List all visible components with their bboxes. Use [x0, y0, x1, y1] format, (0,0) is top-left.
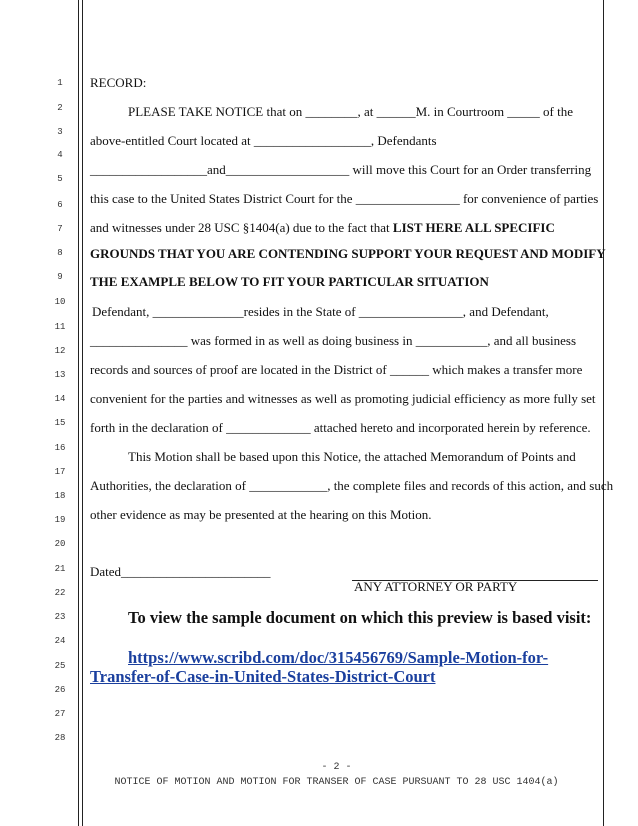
line-number: 9 — [57, 272, 63, 282]
footer-caption: NOTICE OF MOTION AND MOTION FOR TRANSER OF CASE PURSUANT TO 28 USC 1404(a) — [114, 777, 559, 788]
line-number: 10 — [54, 297, 66, 307]
line-number: 20 — [54, 539, 66, 549]
left-margin-rule-outer — [78, 0, 79, 826]
line-number: 3 — [57, 127, 63, 137]
signature-party: ANY ATTORNEY OR PARTY — [354, 579, 518, 594]
line-number: 28 — [54, 733, 66, 743]
body-line: Defendant, ______________resides in the State of ________________, and Defendant, — [92, 304, 549, 319]
line-number: 27 — [54, 709, 66, 719]
body-line-bold — [90, 246, 606, 261]
body-line: _______________ was formed in as well as doing business in ___________, and all business — [90, 333, 577, 348]
left-margin-rule-inner — [82, 0, 83, 826]
body-line: This Motion shall be based upon this Notice, the attached Memorandum of Points and — [128, 449, 576, 464]
preview-link[interactable]: https://www.scribd.com/doc/315456769/Sample-Motion-for- — [128, 648, 549, 667]
preview-notice: To view the sample document on which this preview is based visit: — [128, 608, 592, 627]
body-line-bold — [90, 274, 489, 289]
body-line: forth in the declaration of _____________ attached hereto and incorporated herein by reference. — [90, 420, 591, 435]
body-line: PLEASE TAKE NOTICE that on ________, at ______M. in Courtroom _____ of the — [128, 104, 574, 119]
body-line: RECORD: — [90, 75, 147, 90]
body-line-plain: and witnesses under 28 USC §1404(a) due to the fact that — [90, 220, 393, 235]
line-number: 7 — [57, 224, 63, 234]
body-line — [90, 220, 555, 235]
line-number: 25 — [54, 661, 66, 671]
body-line: __________________and___________________ will move this Court for an Order transferring — [90, 162, 592, 177]
line-number: 17 — [54, 467, 66, 477]
page-number: - 2 - — [321, 762, 352, 773]
right-margin-rule — [603, 0, 604, 826]
dated-line: Dated_______________________ — [90, 564, 271, 579]
line-number: 23 — [54, 612, 66, 622]
line-number: 21 — [54, 564, 66, 574]
line-number: 22 — [54, 588, 66, 598]
preview-link[interactable]: Transfer-of-Case-in-United-States-District-Court — [90, 667, 436, 686]
body-line: convenient for the parties and witnesses as well as promoting judicial efficiency as more fully set — [90, 391, 596, 406]
line-number: 16 — [54, 443, 66, 453]
line-number: 12 — [54, 346, 66, 356]
line-number: 19 — [54, 515, 66, 525]
line-number: 26 — [54, 685, 66, 695]
line-number: 15 — [54, 418, 66, 428]
line-number: 1 — [57, 78, 63, 88]
line-number: 11 — [54, 322, 66, 332]
bold-text: GROUNDS THAT YOU ARE CONTENDING SUPPORT YOUR REQUEST AND MODIFY — [90, 246, 606, 261]
line-number: 4 — [57, 150, 63, 160]
line-number: 2 — [57, 103, 63, 113]
line-number: 6 — [57, 200, 63, 210]
bold-text: THE EXAMPLE BELOW TO FIT YOUR PARTICULAR SITUATION — [90, 274, 489, 289]
line-number: 14 — [54, 394, 66, 404]
line-number: 8 — [57, 248, 63, 258]
line-number: 24 — [54, 636, 66, 646]
body-line: records and sources of proof are located in the District of ______ which makes a transfer more — [90, 362, 583, 377]
line-number: 5 — [57, 174, 63, 184]
body-line: above-entitled Court located at __________________, Defendants — [90, 133, 437, 148]
body-line: this case to the United States District Court for the ________________ for convenience of parties — [90, 191, 599, 206]
line-number: 13 — [54, 370, 66, 380]
body-line-bold: LIST HERE ALL SPECIFIC — [392, 220, 555, 235]
line-number: 18 — [54, 491, 66, 501]
body-line: Authorities, the declaration of ____________, the complete files and records of this action, and such — [90, 478, 614, 493]
body-line: other evidence as may be presented at the hearing on this Motion. — [90, 507, 432, 522]
